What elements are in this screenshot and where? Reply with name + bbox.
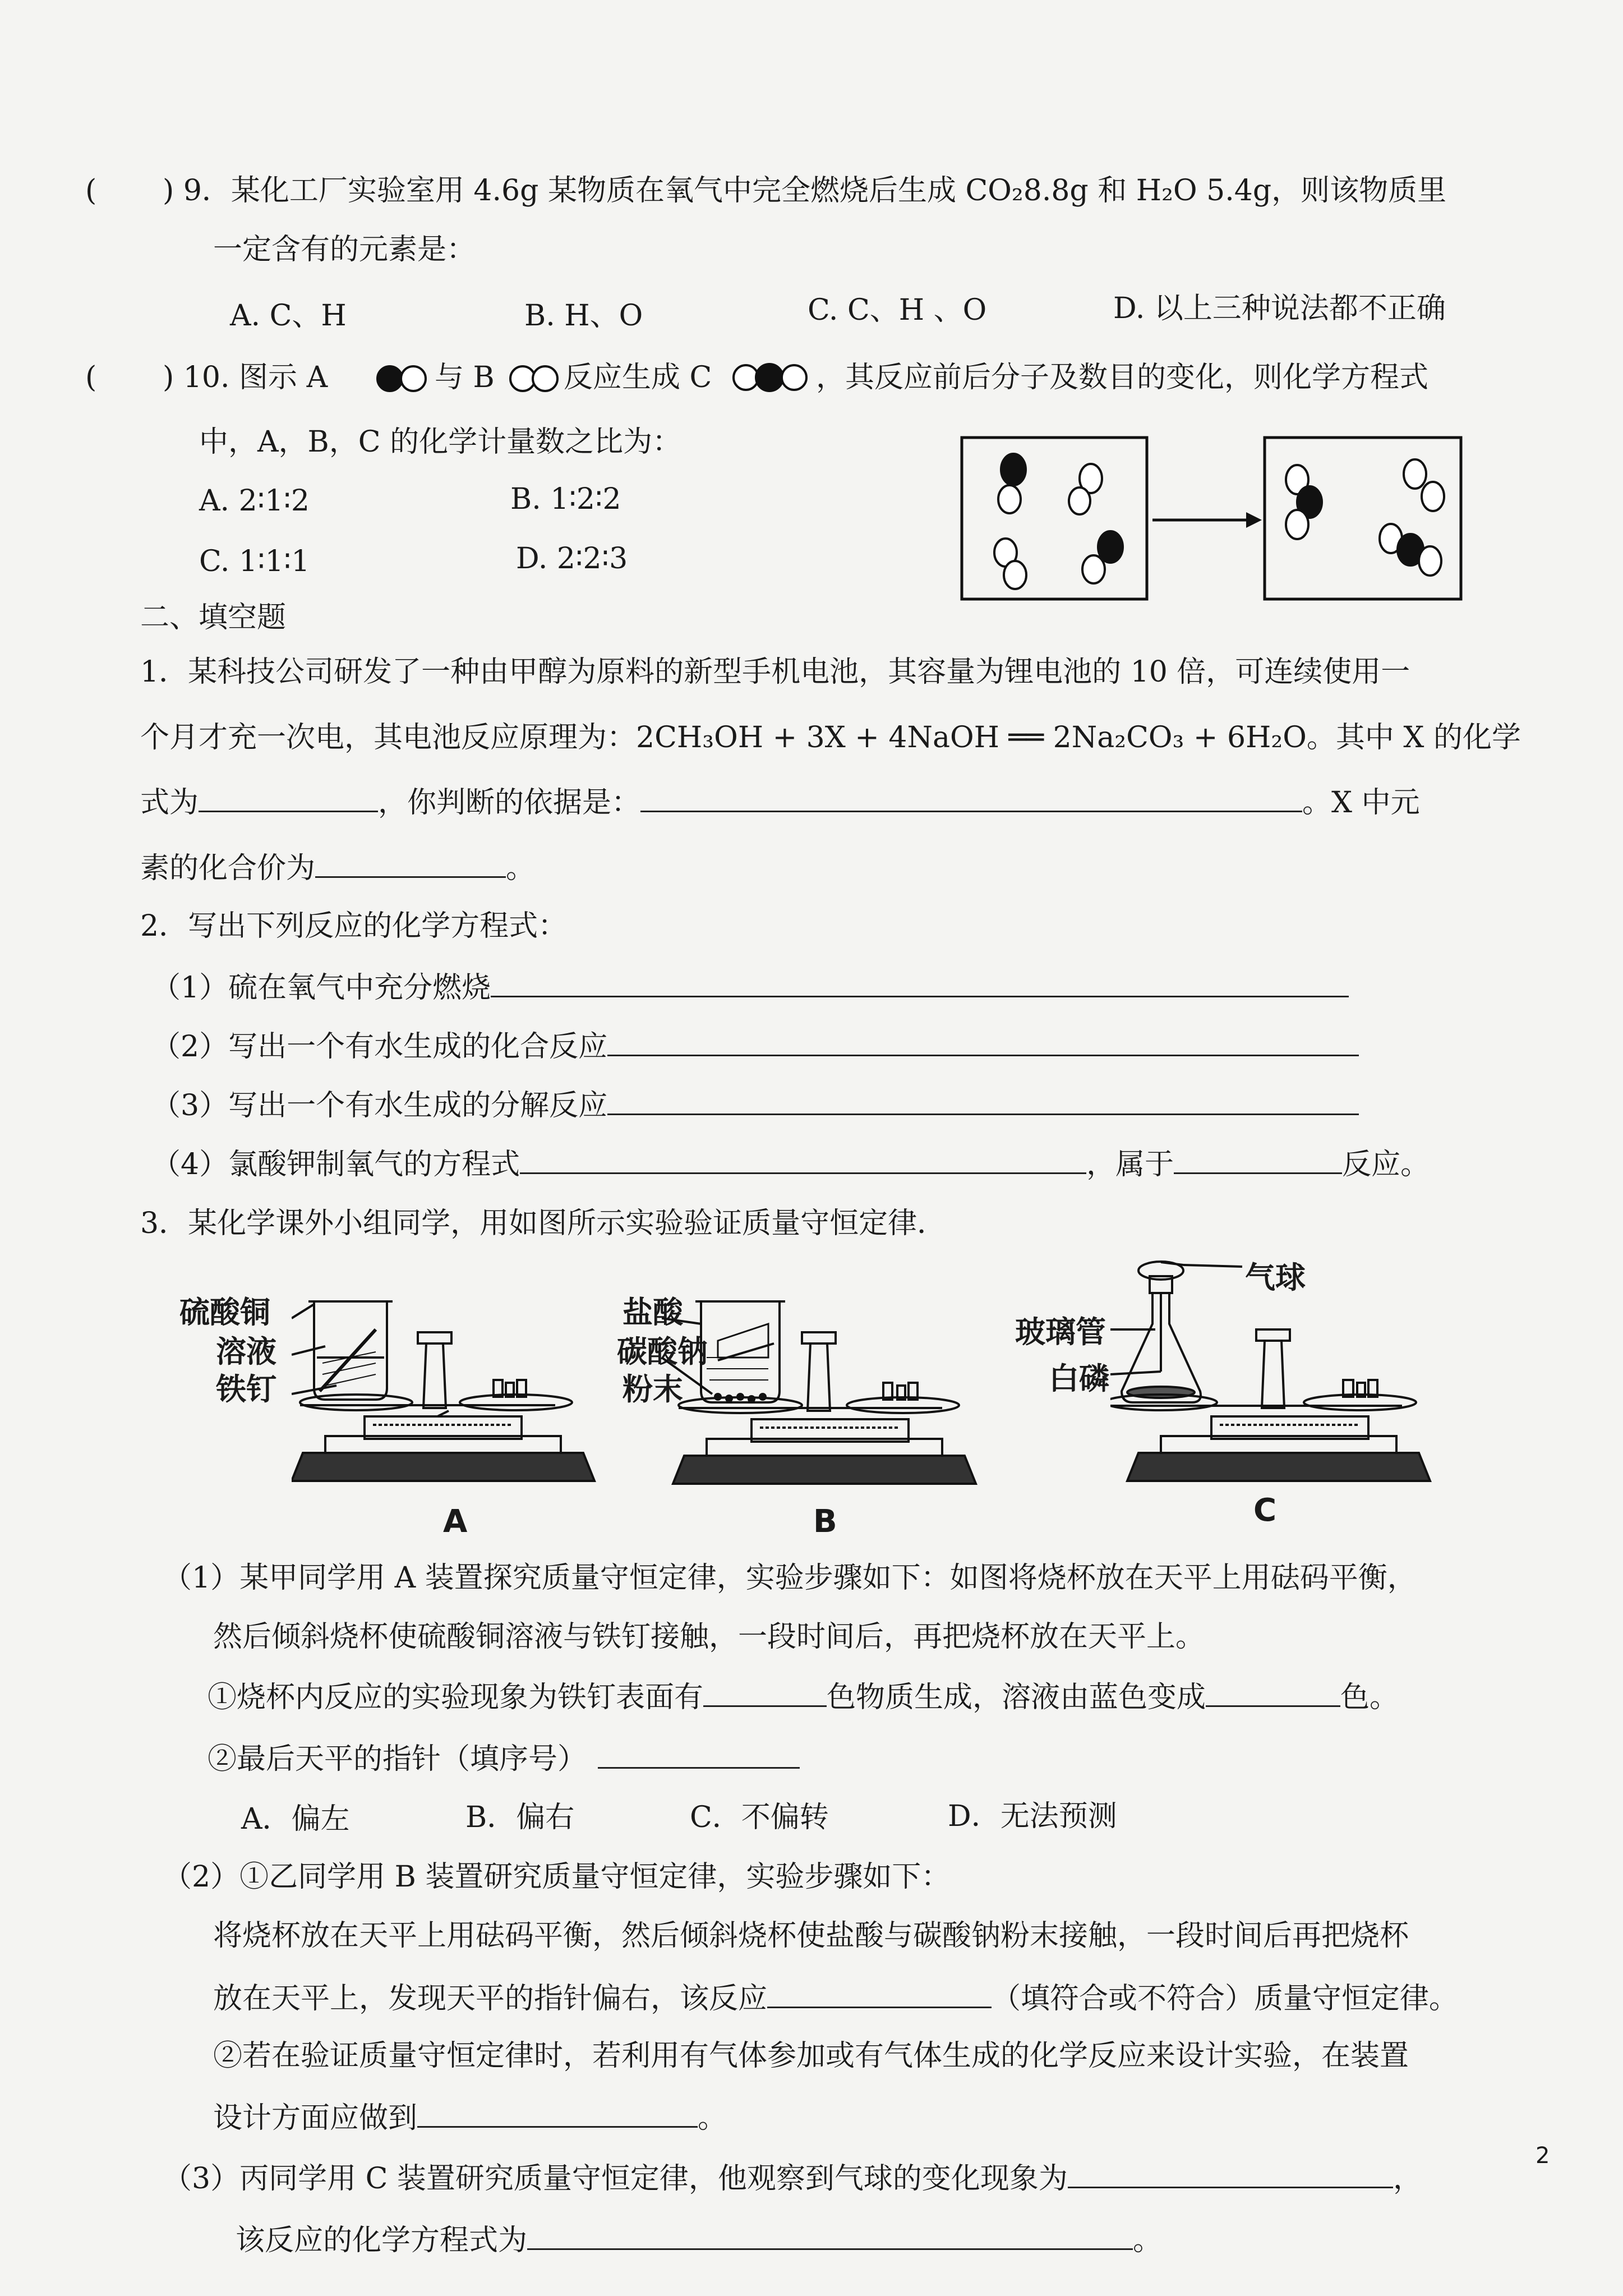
f2-item-4-end: 反应。 — [1342, 1148, 1430, 1181]
f1-blank-formula[interactable] — [199, 783, 378, 812]
f3-p1-step1-end: 色。 — [1340, 1681, 1399, 1714]
f2-item-3 — [151, 1085, 1359, 1124]
f3-p1-option-d: D．无法预测 — [948, 1800, 1117, 1833]
fig-c-label-1: 气球 — [1245, 1260, 1306, 1295]
q10-line2: 中，A，B，C 的化学计量数之比为： — [199, 425, 682, 459]
f2-item-3-text: （3）写出一个有水生成的分解反应 — [151, 1089, 608, 1122]
f2-blank-4-type[interactable] — [1174, 1144, 1342, 1174]
molecule-c-icon — [729, 360, 813, 395]
f3-p3-blank-equation[interactable] — [527, 2220, 1133, 2250]
apparatus-a-balance — [292, 1290, 606, 1498]
apparatus-c-balance — [1110, 1251, 1469, 1498]
q10-mid-b: 与 B — [435, 361, 495, 394]
q9-option-c: C. C、H 、O — [808, 293, 987, 327]
section-2-heading: 二、填空题 — [140, 601, 287, 634]
f3-title: 3．某化学课外小组同学，用如图所示实验验证质量守恒定律． — [140, 1207, 947, 1240]
f2-item-2 — [151, 1027, 1359, 1065]
q9-option-d: D. 以上三种说法都不正确 — [1113, 292, 1446, 325]
f3-p2-line5-end: 。 — [698, 2101, 727, 2135]
q9-option-b: B. H、O — [524, 299, 643, 333]
f1-text-element: 。X 中元 — [1302, 786, 1420, 820]
f2-item-1 — [151, 968, 1349, 1006]
f3-p2-line2: 将烧杯放在天平上用砝码平衡，然后倾斜烧杯使盐酸与碳酸钠粉末接触，一段时间后再把烧杯 — [213, 1919, 1409, 1953]
fig-a-label-2: 溶液 — [216, 1334, 276, 1369]
f3-p1-blank-pointer[interactable] — [598, 1739, 800, 1769]
page-number: 2 — [1536, 2143, 1550, 2169]
q10-bracket: ( — [85, 361, 97, 394]
f3-p1-blank-color2[interactable] — [1206, 1677, 1340, 1707]
f3-p3-line1-end: ， — [1393, 2162, 1422, 2196]
f3-p3-line2-end: 。 — [1133, 2224, 1163, 2257]
f3-p2-blank-conform[interactable] — [767, 1978, 992, 2008]
f1-text-basis: ，你判断的依据是： — [378, 786, 641, 820]
fig-c-label-2: 玻璃管 — [1015, 1314, 1106, 1350]
f1-line4 — [140, 848, 535, 887]
f2-item-1-text: （1）硫在氧气中充分燃烧 — [151, 971, 491, 1005]
apparatus-b-balance — [662, 1290, 981, 1498]
f1-line2: 个月才充一次电，其电池反应原理为：2CH₃OH + 3X + 4NaOH ══ 2Na₂CO₃ + 6H₂O。其中 X 的化学 — [140, 721, 1521, 754]
f3-p2-line3-text: 放在天平上，发现天平的指针偏右，该反应 — [213, 1982, 768, 2016]
f3-p1-option-b: B．偏右 — [465, 1801, 575, 1834]
q10-pre-a: ) 10. 图示 A — [163, 361, 328, 394]
f2-item-2-text: （2）写出一个有水生成的化合反应 — [151, 1030, 608, 1064]
f3-p3-line2-text: 该反应的化学方程式为 — [236, 2224, 528, 2257]
f1-line1: 1．某科技公司研发了一种由甲醇为原料的新型手机电池，其容量为锂电池的 10 倍，可连续使用一 — [140, 655, 1410, 689]
f1-line3 — [140, 783, 1420, 821]
fig-a-label-1: 硫酸铜 — [179, 1295, 270, 1330]
f3-p3-line1 — [163, 2159, 1422, 2197]
fig-b-caption: B — [813, 1503, 837, 1540]
fig-a-caption: A — [443, 1503, 468, 1540]
fig-b-label-3: 粉末 — [623, 1372, 683, 1407]
f3-p2-blank-design[interactable] — [417, 2098, 698, 2128]
f1-text-valence: 素的化合价为 — [140, 852, 316, 885]
fig-a-label-3: 铁钉 — [216, 1372, 276, 1407]
q10-option-b: B. 1∶2∶2 — [510, 482, 621, 516]
f1-blank-basis[interactable] — [640, 783, 1302, 812]
f3-p2-line3 — [213, 1978, 1458, 2017]
f1-period: 。 — [506, 852, 536, 885]
f3-p1-line2: 然后倾斜烧杯使硫酸铜溶液与铁钉接触，一段时间后，再把烧杯放在天平上。 — [213, 1620, 1205, 1654]
fig-b-label-2: 碳酸钠 — [617, 1334, 708, 1369]
f3-p2-line3-end: （填符合或不符合）质量守恒定律。 — [992, 1982, 1459, 2016]
f1-blank-valence[interactable] — [315, 848, 506, 878]
molecule-a-icon — [373, 362, 435, 395]
f3-p1-step2-text: ②最后天平的指针（填序号） — [208, 1742, 587, 1776]
f3-p3-blank-balloon[interactable] — [1068, 2159, 1393, 2188]
f3-p1-option-a: A．偏左 — [241, 1802, 350, 1836]
f3-p1-blank-color1[interactable] — [703, 1677, 827, 1707]
q10-mid-c: 反应生成 C — [564, 361, 712, 394]
q10-option-d: D. 2∶2∶3 — [516, 542, 628, 576]
fig-c-label-3: 白磷 — [1049, 1361, 1109, 1396]
f3-p1-step2 — [208, 1739, 800, 1778]
f3-p3-line1-text: （3）丙同学用 C 装置研究质量守恒定律，他观察到气球的变化现象为 — [163, 2162, 1068, 2196]
reaction-diagram — [959, 435, 1467, 603]
f2-blank-1[interactable] — [491, 968, 1349, 997]
f3-p1-line1: （1）某甲同学用 A 装置探究质量守恒定律，实验步骤如下：如图将烧杯放在天平上用砝码平衡， — [163, 1561, 1417, 1595]
f3-p1-step1-text: ①烧杯内反应的实验现象为铁钉表面有 — [208, 1681, 704, 1714]
f2-blank-2[interactable] — [607, 1027, 1359, 1056]
f3-p1-step1 — [208, 1677, 1399, 1716]
f3-p2-line1: （2）①乙同学用 B 装置研究质量守恒定律，实验步骤如下： — [163, 1860, 951, 1894]
f3-p2-line5-text: 设计方面应做到 — [213, 2101, 418, 2135]
q9-line2: 一定含有的元素是： — [213, 233, 476, 266]
f2-item-4 — [151, 1144, 1430, 1183]
molecule-b-icon — [508, 362, 564, 395]
fig-b-label-1: 盐酸 — [623, 1295, 683, 1330]
q10-post: ，其反应前后分子及数目的变化，则化学方程式 — [816, 361, 1429, 394]
f3-p1-option-c: C．不偏转 — [690, 1801, 829, 1834]
f2-blank-3[interactable] — [607, 1085, 1359, 1115]
f2-item-4-text: （4）氯酸钾制氧气的方程式 — [151, 1148, 520, 1181]
f3-p2-line5 — [213, 2098, 727, 2137]
f3-p1-step1-mid: 色物质生成，溶液由蓝色变成 — [827, 1681, 1206, 1714]
f3-p3-line2 — [236, 2220, 1162, 2259]
q9-option-a: A. C、H — [230, 299, 347, 333]
fig-c-caption: C — [1253, 1492, 1277, 1529]
f2-item-4-belongs: ，属于 — [1086, 1148, 1174, 1181]
q9-bracket: ( — [85, 174, 97, 208]
q9-line1: ) 9．某化工厂实验室用 4.6g 某物质在氧气中完全燃烧后生成 CO₂8.8g 和 H₂O 5.4g，则该物质里 — [163, 174, 1447, 208]
f1-text-formula: 式为 — [140, 786, 199, 820]
f3-p2-line4: ②若在验证质量守恒定律时，若利用有气体参加或有气体生成的化学反应来设计实验，在装置 — [213, 2039, 1409, 2073]
f2-title: 2．写出下列反应的化学方程式： — [140, 909, 568, 943]
f2-blank-4[interactable] — [520, 1144, 1086, 1174]
q10-option-a: A. 2∶1∶2 — [199, 484, 310, 518]
q10-option-c: C. 1∶1∶1 — [199, 545, 310, 578]
